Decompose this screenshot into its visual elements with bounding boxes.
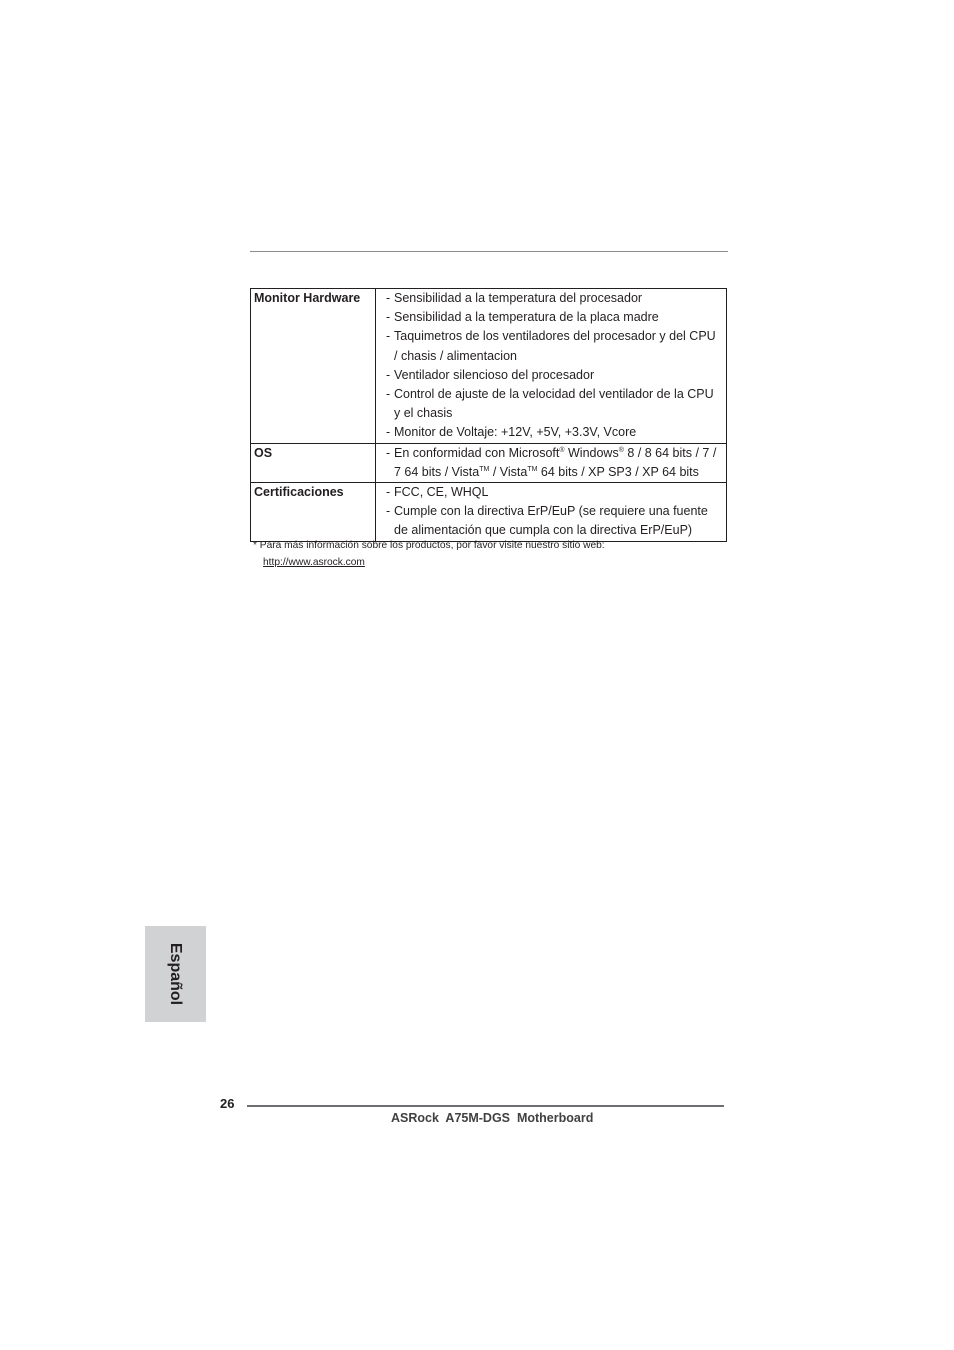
list-item-text: y el chasis [394, 406, 453, 421]
list-item-text: - Monitor de Voltaje: +12V, +5V, +3.3V, Vcore [394, 425, 637, 440]
list-item-text: - Taquimetros de los ventiladores del procesador y del CPU [394, 329, 716, 344]
list-item-text: - Cumple con la directiva ErP/EuP (se requiere una fuente [394, 504, 708, 519]
list-item [386, 502, 726, 540]
os-text: / Vista [489, 464, 528, 479]
language-label: Español [167, 942, 185, 1006]
list-item [386, 366, 726, 385]
row-label-monitor-hardware: Monitor Hardware [251, 289, 376, 444]
registered-mark: ® [618, 446, 624, 454]
row-label-os: OS [251, 443, 376, 482]
os-text: 8 / 8 64 bits / 7 / [623, 445, 717, 460]
row-label-certificaciones: Certificaciones [251, 483, 376, 542]
trademark-mark: TM [527, 465, 538, 473]
os-line-2 [394, 463, 726, 482]
list-item [386, 385, 726, 423]
row-items-certificaciones [376, 483, 727, 542]
product-name: ASRock A75M-DGS Motherboard [391, 1111, 594, 1125]
trademark-mark: TM [479, 465, 490, 473]
os-text: 64 bits / XP SP3 / XP 64 bits [537, 464, 699, 479]
list-item [386, 444, 726, 482]
top-divider [250, 251, 728, 252]
list-item-text: - Control de ajuste de la velocidad del ventilador de la CPU [394, 387, 714, 402]
footer-divider [247, 1105, 724, 1107]
list-item [386, 327, 726, 365]
list-item-text: - FCC, CE, WHQL [394, 485, 489, 500]
list-item-text: - Sensibilidad a la temperatura del procesador [394, 291, 643, 305]
os-text: En conformidad con Microsoft [394, 445, 560, 460]
list-item-text: - Ventilador silencioso del procesador [394, 367, 595, 382]
list-item [386, 289, 726, 308]
page-number: 26 [220, 1096, 235, 1111]
list-item [386, 423, 726, 442]
list-item-text: / chasis / alimentacion [394, 348, 517, 363]
os-text: 7 64 bits / Vista [394, 464, 480, 479]
language-tab [145, 926, 206, 1022]
spec-table [250, 288, 727, 542]
website-link[interactable]: http://www.asrock.com [263, 556, 365, 568]
os-text: Windows [564, 445, 619, 460]
list-item [386, 308, 726, 327]
row-items-os [376, 443, 727, 482]
row-items-monitor-hardware [376, 289, 727, 444]
table-row [251, 289, 727, 444]
list-item-text: - Sensibilidad a la temperatura de la placa madre [394, 310, 659, 325]
footnote-text: * Para más información sobre los productos, por favor visite nuestro sitio web: [253, 540, 605, 551]
table-row [251, 443, 727, 482]
table-row [251, 483, 727, 542]
os-line-1 [394, 444, 726, 463]
list-item [386, 483, 726, 502]
footnote [253, 538, 605, 571]
list-item-text: de alimentación que cumpla con la directiva ErP/EuP) [394, 523, 693, 538]
registered-mark: ® [559, 446, 565, 454]
